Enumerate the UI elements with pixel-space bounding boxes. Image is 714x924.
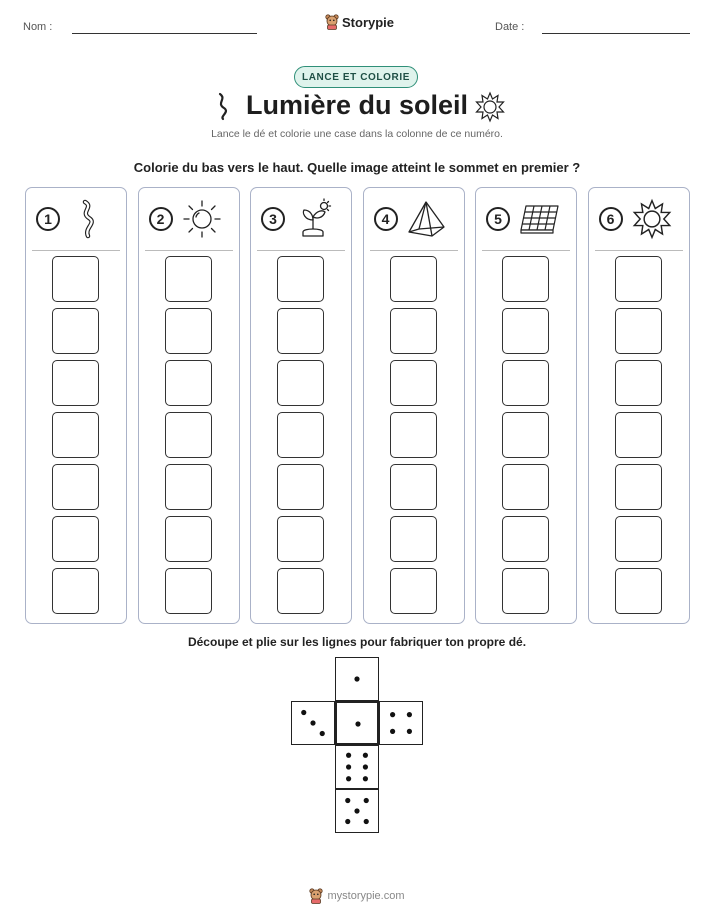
column-divider — [145, 250, 233, 251]
die-pip — [363, 753, 368, 758]
column-number: 5 — [486, 207, 510, 231]
die-pip — [363, 764, 368, 769]
sun-spiky-icon — [631, 198, 673, 240]
date-line[interactable] — [542, 33, 690, 34]
column-divider — [370, 250, 458, 251]
page-title: Lumière du soleil — [245, 90, 469, 120]
dice-column — [25, 187, 127, 624]
column-divider — [32, 250, 120, 251]
color-box[interactable] — [277, 412, 324, 458]
color-box[interactable] — [390, 256, 437, 302]
color-box[interactable] — [390, 412, 437, 458]
color-box[interactable] — [277, 568, 324, 614]
die-pip — [346, 764, 351, 769]
sun-outline-icon — [181, 198, 223, 240]
bear-mascot-icon — [325, 14, 339, 30]
die-pips — [292, 702, 334, 744]
die-pip — [345, 819, 350, 824]
die-pip — [346, 753, 351, 758]
die-pip — [390, 712, 395, 717]
color-box[interactable] — [615, 360, 662, 406]
color-box[interactable] — [502, 516, 549, 562]
die-pips — [380, 702, 422, 744]
die-pips — [337, 703, 379, 745]
die-pip — [363, 776, 368, 781]
color-box[interactable] — [390, 308, 437, 354]
die-pip — [390, 729, 395, 734]
column-divider — [595, 250, 683, 251]
color-box[interactable] — [502, 568, 549, 614]
die-face — [335, 745, 379, 789]
die-face — [335, 789, 379, 833]
dice-column — [138, 187, 240, 624]
die-face — [379, 701, 423, 745]
color-box[interactable] — [502, 256, 549, 302]
die-face — [335, 701, 379, 745]
color-box[interactable] — [165, 464, 212, 510]
color-box[interactable] — [277, 464, 324, 510]
dice-column — [250, 187, 352, 624]
die-face — [335, 657, 379, 701]
color-box[interactable] — [52, 256, 99, 302]
footer-url: mystorypie.com — [327, 890, 405, 902]
color-box[interactable] — [502, 412, 549, 458]
color-box[interactable] — [390, 516, 437, 562]
color-box[interactable] — [52, 412, 99, 458]
footer — [0, 888, 714, 904]
color-box[interactable] — [390, 464, 437, 510]
column-header — [139, 188, 239, 250]
column-number: 4 — [374, 207, 398, 231]
color-box[interactable] — [502, 464, 549, 510]
column-header — [364, 188, 464, 250]
color-box[interactable] — [165, 360, 212, 406]
column-number: 6 — [599, 207, 623, 231]
color-box[interactable] — [615, 256, 662, 302]
instruction: Colorie du bas vers le haut. Quelle image atteint le sommet en premier ? — [133, 160, 581, 175]
die-pip — [310, 720, 315, 725]
color-box[interactable] — [502, 308, 549, 354]
cut-instruction: Découpe et plie sur les lignes pour fabriquer ton propre dé. — [187, 635, 527, 649]
color-box[interactable] — [52, 464, 99, 510]
die-pips — [336, 658, 378, 700]
color-box[interactable] — [52, 308, 99, 354]
die-pip — [354, 808, 359, 813]
column-divider — [482, 250, 570, 251]
color-box[interactable] — [615, 464, 662, 510]
wave-ray-icon — [68, 198, 110, 240]
color-box[interactable] — [52, 360, 99, 406]
activity-badge: LANCE ET COLORIE — [294, 66, 418, 88]
die-pip — [346, 776, 351, 781]
column-header — [251, 188, 351, 250]
solar-panel-icon — [518, 198, 560, 240]
color-box[interactable] — [615, 412, 662, 458]
brand-name: Storypie — [342, 14, 395, 30]
die-pip — [407, 729, 412, 734]
bear-mascot-icon — [309, 888, 323, 904]
color-box[interactable] — [277, 256, 324, 302]
color-box[interactable] — [52, 516, 99, 562]
dice-column — [363, 187, 465, 624]
prism-icon — [406, 198, 448, 240]
color-box[interactable] — [52, 568, 99, 614]
color-box[interactable] — [277, 308, 324, 354]
die-pip — [364, 819, 369, 824]
column-number: 1 — [36, 207, 60, 231]
color-box[interactable] — [615, 308, 662, 354]
color-box[interactable] — [390, 568, 437, 614]
color-box[interactable] — [277, 516, 324, 562]
die-face — [291, 701, 335, 745]
color-box[interactable] — [615, 568, 662, 614]
color-box[interactable] — [165, 516, 212, 562]
die-pip — [355, 721, 360, 726]
column-header — [476, 188, 576, 250]
color-box[interactable] — [502, 360, 549, 406]
seedling-sun-icon — [293, 198, 335, 240]
column-divider — [257, 250, 345, 251]
die-pip — [354, 676, 359, 681]
name-label: Nom : — [23, 21, 53, 33]
column-number: 3 — [261, 207, 285, 231]
color-box[interactable] — [615, 516, 662, 562]
die-pip — [301, 710, 306, 715]
color-box[interactable] — [165, 256, 212, 302]
brand-logo — [325, 14, 394, 30]
color-box[interactable] — [165, 308, 212, 354]
die-pips — [336, 746, 378, 788]
dice-column — [475, 187, 577, 624]
color-box[interactable] — [165, 568, 212, 614]
name-line[interactable] — [72, 33, 257, 34]
column-number: 2 — [149, 207, 173, 231]
die-pips — [336, 790, 378, 832]
color-box[interactable] — [390, 360, 437, 406]
date-label: Date : — [495, 21, 525, 33]
die-pip — [320, 731, 325, 736]
die-pip — [345, 798, 350, 803]
column-header — [589, 188, 689, 250]
sun-spiky-icon — [474, 91, 506, 123]
dice-column — [588, 187, 690, 624]
subtitle: Lance le dé et colorie une case dans la colonne de ce numéro. — [211, 128, 503, 140]
column-header — [26, 188, 126, 250]
color-box[interactable] — [277, 360, 324, 406]
die-pip — [407, 712, 412, 717]
color-box[interactable] — [165, 412, 212, 458]
die-pip — [364, 798, 369, 803]
